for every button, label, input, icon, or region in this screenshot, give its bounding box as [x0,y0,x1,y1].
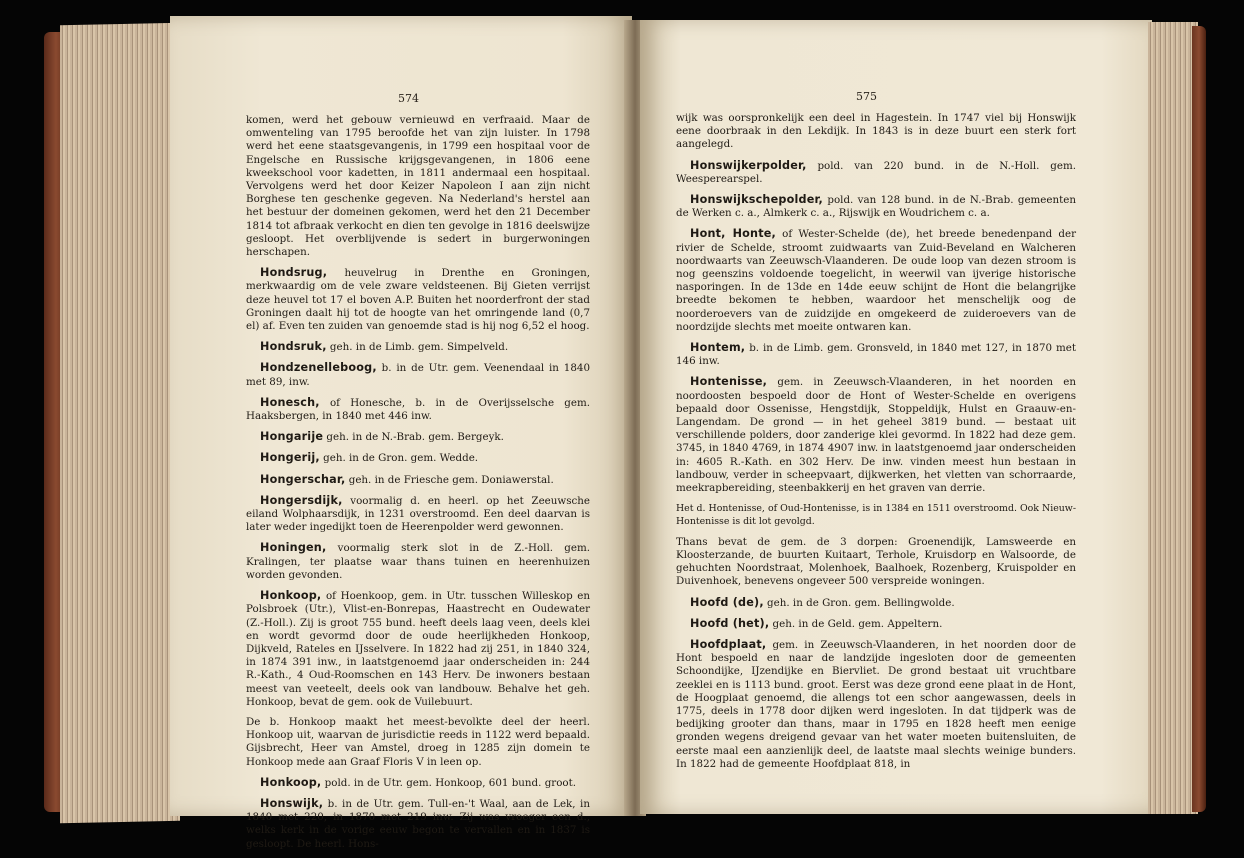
dictionary-entry [246,451,590,465]
dictionary-entry [676,375,1076,495]
dictionary-entry [246,541,590,582]
entry-text: gem. in Zeeuwsch-Vlaanderen, in het noorden en noordoosten bespoeld door de Hont of Wester-Schelde en overigens bepaald door Ossenisse, Hengstdijk, Stoppeldijk, Hulst en Graauw-en-Langendam. De grond — in het geheel 3819 bund. — bestaat uit verschillende polders, door zanderige klei gevormd. In 1822 had deze gem. 3745, in 1840 4769, in 1874 4907 inw. in laatstgenoemd jaar onderscheiden in: 4605 R.-Kath. en 302 Herv. De inw. vinden meest hun bestaan in landbouw, verder in scheepvaart, dijkwerken, het vletten van schorraarde, meekrapbereiding, steenbakkerij en het graven van derrie. [676,376,1076,495]
dictionary-entry [246,589,590,709]
entry-text: gem. in Zeeuwsch-Vlaanderen, in het noorden door de Hont bespoeld en naar de landzijde ingesloten door de gemeenten Schoondijke, IJzendijke en Biervliet. De grond bestaat uit vruchtbare zeeklei en is 1113 bund. groot. Eerst was deze grond eene plaat in de Hont, de Hoogplaat genoemd, die allengs tot een schor aangewassen, deels in 1775, deels in 1778 door dijken werd ingesloten. In dat tijdperk was de bedijking grooter dan thans, maar in 1795 en 1828 heeft men eenige gronden wegens dreigend gevaar van het water moeten buitensluiten, de eerste maal een aanzienlijk deel, de laatste maal slechts weinige bunders. In 1822 had de gemeente Hoofdplaat 818, in [676,638,1076,770]
entry-text: Thans bevat de gem. de 3 dorpen: Groenendijk, Lamsweerde en Kloosterzande, de buurten Kuitaart, Terhole, Kruisdorp en Walsoorde, de gehuchten Noordstraat, Molenhoek, Baalhoek, Rozenberg, Kruispolder en Duivenhoek, benevens ongeveer 500 verspreide woningen. [676,535,1076,588]
page-edges-left [60,23,180,824]
dictionary-entry [246,716,590,769]
left-page-number: 574 [398,92,419,105]
left-page-text [246,114,590,858]
entry-text: b. in de Utr. gem. Tull-en-'t Waal, aan de Lek, in 1840 met 220, in 1870 met 219 inw. Zij was vroeger een d., welks kerk in de vorige eeuw begon te vervallen en in 1837 is gesloopt. De heerl. Hons- [246,797,590,850]
entry-text: geh. in de Limb. gem. Simpelveld. [326,341,509,354]
entry-text: of Honesche, b. in de Overijsselsche gem. Haaksbergen, in 1840 met 446 inw. [246,396,590,423]
dictionary-entry [246,361,590,388]
dictionary-entry [676,159,1076,186]
entry-text: pold. van 128 bund. in de N.-Brab. gemeenten de Werken c. a., Almkerk c. a., Rijswijk en Woudrichem c. a. [676,194,1076,220]
dictionary-entry [246,396,590,423]
entry-text: of Hoenkoop, gem. in Utr. tusschen Willeskop en Polsbroek (Utr.), Vlist-en-Bonrepas, Haastrecht en Oudewater (Z.-Holl.). Zij is groot 755 bund. heeft deels laag veen, deels klei en wordt gevormd door de oude heerlijkheden Honkoop, Dijkveld, Rateles en IJsselvere. In 1822 had zij 251, in 1840 324, in 1874 391 inw., in laatstgenoemd jaar onderscheiden in: 244 R.-Kath., 4 Oud-Roomschen en 143 Herv. De inwoners bestaan meest van veeteelt, deels ook van landbouw. Behalve het geh. Honkoop, bevat de gem. ook de Vuilebuurt. [246,590,590,708]
entry-text: Het d. Hontenisse, of Oud-Hontenisse, is in 1384 en 1511 overstroomd. Ook Nieuw-Hontenisse is dit lot gevolgd. [676,503,1076,528]
entry-headword: Hontem, [690,341,746,355]
entry-headword: Hondsruk, [260,340,327,354]
entry-text: geh. in de Friesche gem. Doniawerstal. [345,473,554,486]
entry-headword: Hongarije [260,430,324,444]
dictionary-entry [676,617,1076,631]
entry-text: heuvelrug in Drenthe en Groningen, merkwaardig om de vele zware veldsteenen. Bij Gieten verrijst deze heuvel tot 17 el boven A.P. Buiten het noorderfront der stad Groningen daalt hij tot de hoogte van het omringende land (0,7 el) af. Even ten zuiden van genoemde stad is hij nog 6,52 el hoog. [246,267,590,333]
right-page-number: 575 [856,90,877,103]
entry-headword: Hongersdijk, [260,493,343,507]
dictionary-entry [246,340,590,354]
entry-text: geh. in de Gron. gem. Wedde. [319,452,479,465]
entry-headword: Honswijkerpolder, [690,158,807,172]
entry-text: voormalig sterk slot in de Z.-Holl. gem. Kralingen, ter plaatse waar thans tuinen en heerenhuizen worden gevonden. [246,542,590,581]
entry-headword: Honkoop, [260,589,322,603]
entry-text: of Wester-Schelde (de), het breede benedenpand der rivier de Schelde, stroomt zuidwaarts van Zuid-Beveland en Walcheren noordwaarts van Zeeuwsch-Vlaanderen. De oude loop van dezen stroom is nog geenszins voldoende toegelicht, in weerwil van ijverige historische nasporingen. In de 13de en 14de eeuw schijnt de Hont die belangrijke breedte bekomen te hebben, waardoor het menschelijk oog de noorderoevers van de zuidzijde en omgekeerd de zuideroevers van de noordzijde slechts met moeite ontwaren kan. [676,228,1076,333]
entry-text: De b. Honkoop maakt het meest-bevolkte deel der heerl. Honkoop uit, waarvan de jurisdictie reeds in 1122 werd bepaald. Gijsbrecht, Heer van Amstel, droeg in 1285 zijn domein te Honkoop mede aan Graaf Floris V in leen op. [246,715,590,768]
entry-headword: Honswijkschepolder, [690,193,824,207]
dictionary-entry [246,430,590,444]
entry-headword: Honkoop, [260,775,322,789]
dictionary-entry [246,776,590,790]
entry-text: geh. in de Geld. gem. Appeltern. [769,617,943,630]
entry-text: wijk was oorspronkelijk een deel in Hagestein. In 1747 viel bij Honswijk eene doorbraak in den Lekdijk. In 1843 is in deze buurt een sterk fort aangelegd. [676,112,1076,151]
entry-headword: Hongerij, [260,451,320,465]
dictionary-entry [246,797,590,851]
dictionary-entry [676,227,1076,334]
entry-text: pold. van 220 bund. in de N.-Holl. gem. Weesperearspel. [676,159,1076,185]
dictionary-entry [676,112,1076,152]
entry-headword: Hoofd (de), [690,595,764,609]
dictionary-entry [246,473,590,487]
entry-headword: Hondsrug, [260,266,328,280]
right-page-text [676,112,1076,778]
entry-headword: Hongerschar, [260,472,346,486]
entry-text: b. in de Limb. gem. Gronsveld, in 1840 met 127, in 1870 met 146 inw. [676,342,1076,368]
entry-headword: Hoofdplaat, [690,637,767,651]
entry-headword: Hoofd (het), [690,616,770,630]
entry-headword: Hont, Honte, [690,227,776,241]
entry-text: b. in de Utr. gem. Veenendaal in 1840 met 89, inw. [246,362,590,388]
dictionary-entry [246,266,590,333]
entry-headword: Hontenisse, [690,375,768,389]
dictionary-entry [676,193,1076,220]
entry-headword: Honswijk, [260,796,324,810]
entry-headword: Hondzenelleboog, [260,361,377,375]
dictionary-entry [676,502,1076,528]
entry-headword: Honesch, [260,395,320,409]
entry-text: komen, werd het gebouw vernieuwd en verfraaid. Maar de omwenteling van 1795 beroofde het van zijn luister. In 1798 werd het eene staatsgevangenis, in 1799 een hospitaal voor de Engelsche en Russische krijgsgevangenen, in 1806 eene kweekschool voor kadetten, in 1811 andermaal een hospitaal. Vervolgens werd het door Keizer Napoleon I aan zijn nicht Borghese ten geschenke gegeven. Na Nederland's herstel aan het bestuur der domeinen gekomen, werd het den 21 December 1814 tot afbraak verkocht en dien ten gevolge in 1816 deelswijze gesloopt. Het overblijvende is sedert in burgerwoningen herschapen. [246,114,590,259]
page-edges-right [1148,22,1198,814]
entry-text: voormalig d. en heerl. op het Zeeuwsche eiland Wolphaarsdijk, in 1231 overstroomd. Een deel daarvan is later weder ingedijkt toen de Heerenpolder werd gewonnen. [246,494,590,534]
dictionary-entry [676,536,1076,589]
dictionary-entry [676,638,1076,771]
dictionary-entry [246,494,590,535]
book-cover-right [1192,26,1206,812]
dictionary-entry [246,114,590,259]
entry-text: geh. in de Gron. gem. Bellingwolde. [763,596,955,609]
entry-text: geh. in de N.-Brab. gem. Bergeyk. [323,431,504,444]
dictionary-entry [676,596,1076,610]
entry-text: pold. in de Utr. gem. Honkoop, 601 bund. groot. [321,776,577,789]
entry-headword: Honingen, [260,541,327,555]
dictionary-entry [676,341,1076,368]
